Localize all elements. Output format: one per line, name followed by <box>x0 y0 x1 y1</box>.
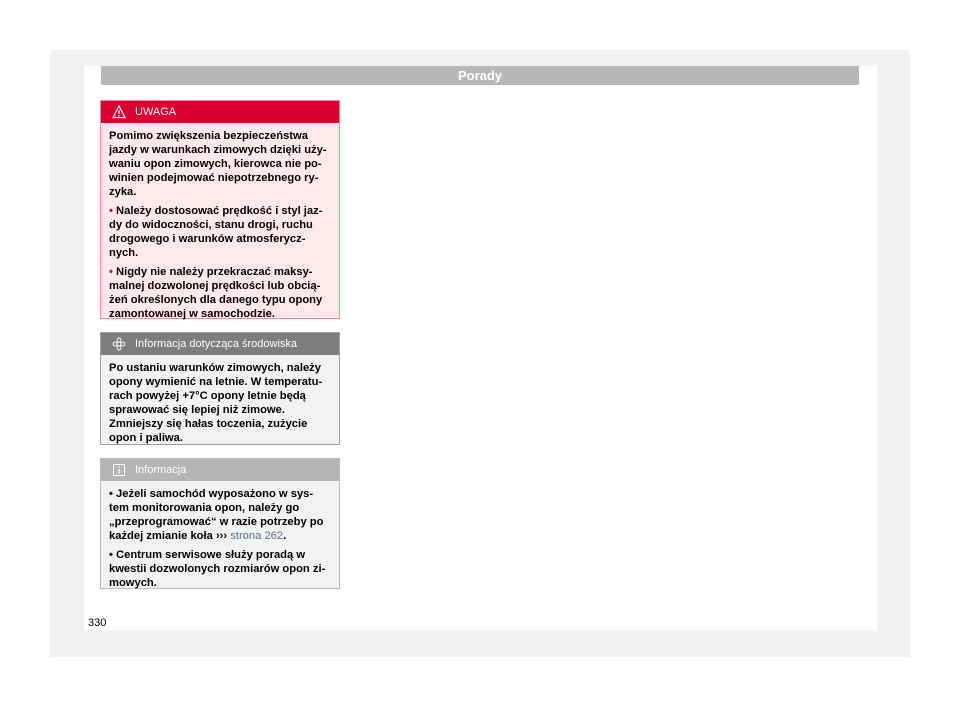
info-header <box>101 459 339 481</box>
environment-header <box>101 333 339 355</box>
environment-box <box>100 332 340 445</box>
warning-box <box>100 100 340 319</box>
warning-triangle-icon <box>112 105 126 119</box>
info-bullet: • Jeżeli samochód wyposażono w sys-tem monitorowania opon, należy go „przeprogramować“ w razie potrzeby po każdej zmianie koła ››› strona 262. <box>109 488 324 542</box>
info-bullet: • Centrum serwisowe służy poradą w kwestii dozwolonych rozmiarów opon zi-mowych. <box>109 549 326 589</box>
warning-title: UWAGA <box>135 106 177 118</box>
link-arrow: ››› <box>215 530 228 542</box>
info-square-icon <box>112 463 126 477</box>
section-header: Porady <box>101 66 859 85</box>
info-title: Informacja <box>135 464 187 476</box>
warning-bullet: • Nigdy nie należy przekraczać maksy-malnej dozwolonej prędkości lub obcią-żeń określonych dla danego typu opony zamontowanej w samochodzie. <box>109 266 323 320</box>
warning-header <box>101 101 339 123</box>
warning-intro: Pomimo zwiększenia bezpieczeństwa jazdy w warunkach zimowych dzięki uży-waniu opon zimowych, kierowca nie po-winien podejmować niepotrzebnego ry-zyka. <box>109 130 327 198</box>
info-box <box>100 458 340 589</box>
page-number: 330 <box>88 617 107 629</box>
eco-flower-icon <box>112 337 126 351</box>
environment-title: Informacja dotycząca środowiska <box>135 338 298 350</box>
warning-bullet: • Należy dostosować prędkość i styl jaz-dy do widoczności, stanu drogi, ruchu drogowego i warunków atmosferycz-nych. <box>109 205 323 259</box>
environment-text: Po ustaniu warunków zimowych, należy opony wymienić na letnie. W temperatu-rach powyżej +7°C opony letnie będą sprawować się lepiej niż zimowe. Zmniejszy się hałas toczenia, zużycie opon i paliwa. <box>109 362 323 444</box>
page-link[interactable]: strona 262 <box>230 530 284 542</box>
